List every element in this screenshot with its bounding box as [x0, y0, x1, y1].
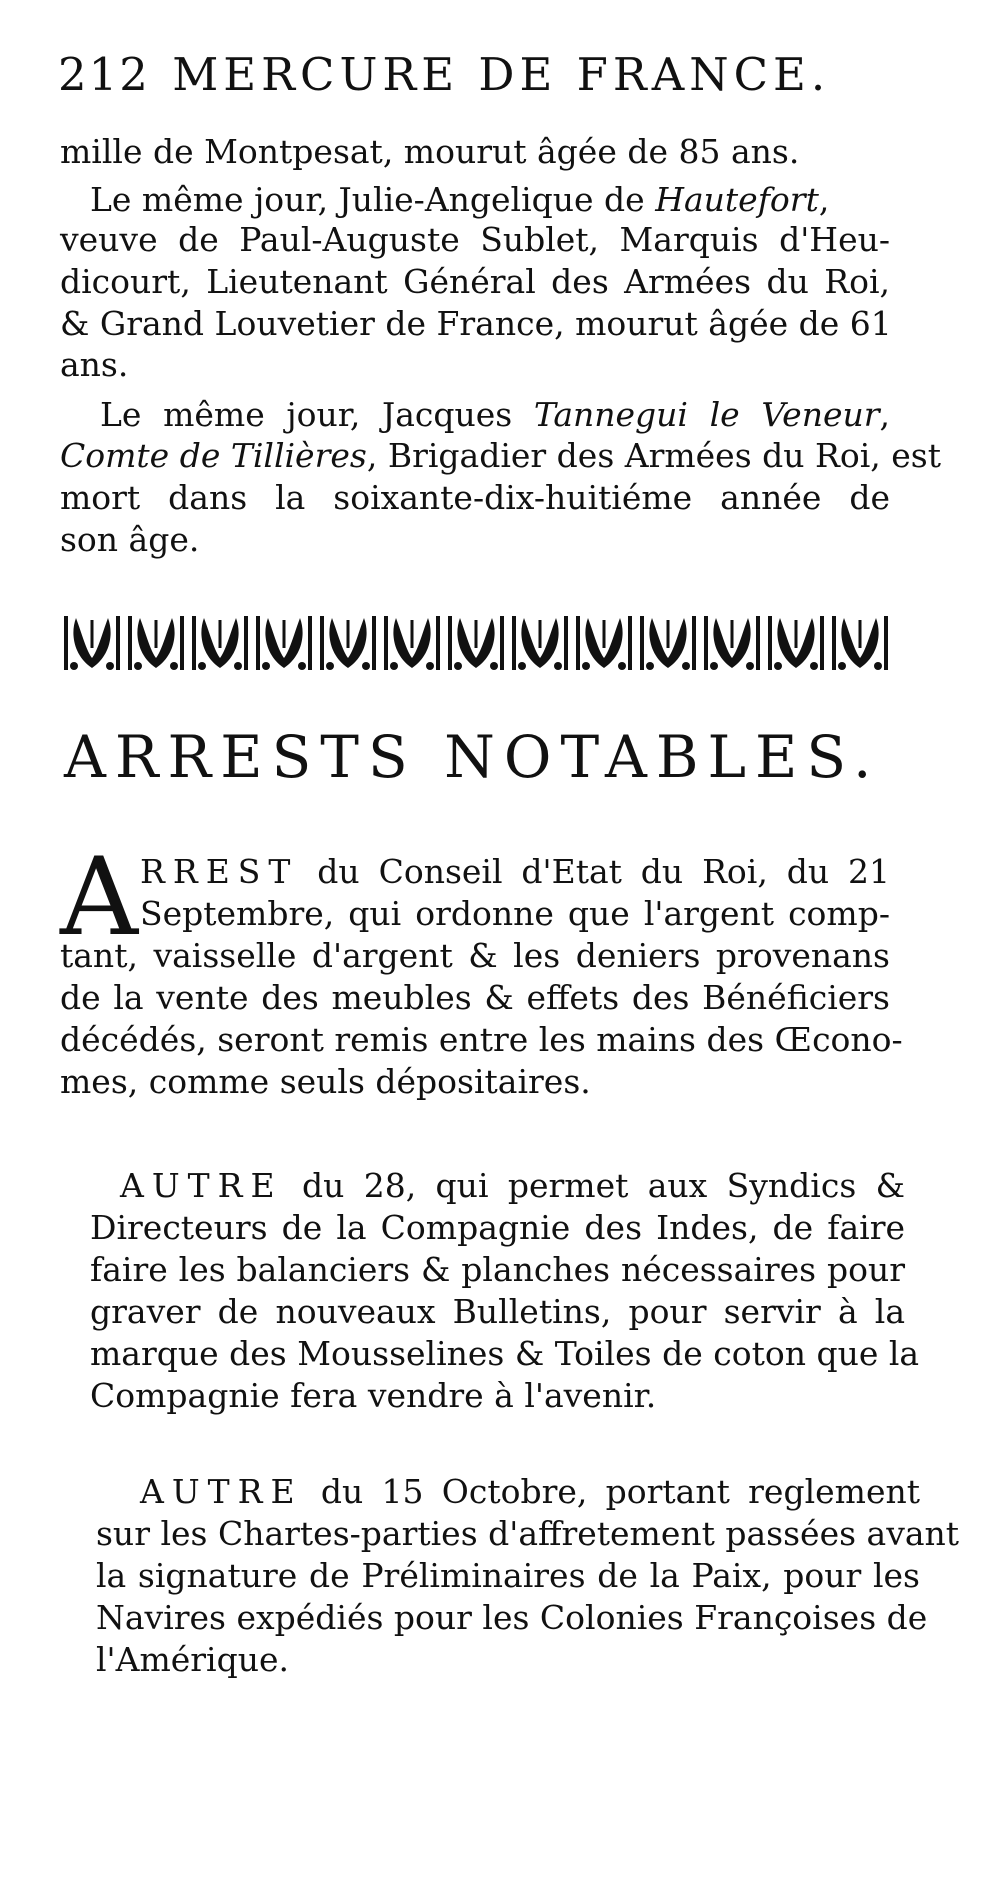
obituary-line: mort dans la soixante-dix-huitiéme année de — [60, 478, 890, 517]
page-number: 212 — [58, 48, 150, 101]
arrest-line: marque des Mousselines & Toiles de coton que la — [90, 1334, 920, 1373]
arrest-line: Septembre, qui ordonne que l'argent comp- — [140, 894, 890, 933]
arrest-line: de la vente des meubles & effets des Bénéficiers — [60, 978, 890, 1017]
arrest-line: Compagnie fera vendre à l'avenir. — [90, 1376, 657, 1415]
arrest-line: décédés, seront remis entre les mains des Œcono- — [60, 1020, 903, 1059]
obituary-line: Le même jour, Julie-Angelique de Hautefort, — [90, 180, 830, 219]
running-head — [58, 48, 831, 101]
section-title: ARRESTS NOTABLES. — [64, 723, 881, 791]
arrest-line: sur les Chartes-parties d'affretement passées avant — [96, 1514, 960, 1553]
obituary-line: & Grand Louvetier de France, mourut âgée de 61 — [60, 304, 892, 343]
arrest-line: la signature de Préliminaires de la Paix, pour les — [96, 1556, 920, 1595]
arrest-line: RREST du Conseil d'Etat du Roi, du 21 — [140, 852, 890, 891]
arrest-line: mes, comme seuls dépositaires. — [60, 1062, 591, 1101]
obituary-line: Comte de Tillières, Brigadier des Armées du Roi, est — [60, 436, 941, 475]
arrest-line: Directeurs de la Compagnie des Indes, de faire — [90, 1208, 905, 1247]
arrest-line: tant, vaisselle d'argent & les deniers provenans — [60, 936, 890, 975]
obituary-line: veuve de Paul-Auguste Sublet, Marquis d'Heu- — [60, 220, 890, 259]
obituary-line: son âge. — [60, 520, 200, 559]
obituary-line: mille de Montpesat, mourut âgée de 85 ans. — [60, 132, 800, 171]
arrest-line: faire les balanciers & planches nécessaires pour — [90, 1250, 905, 1289]
running-title: MERCURE DE FRANCE. — [172, 48, 831, 101]
arrest-line: AUTRE du 15 Octobre, portant reglement — [140, 1472, 920, 1511]
obituary-line: ans. — [60, 345, 129, 384]
obituary-line: dicourt, Lieutenant Général des Armées du Roi, — [60, 262, 890, 301]
arrest-line: Navires expédiés pour les Colonies Françoises de — [96, 1598, 928, 1637]
arrest-line: AUTRE du 28, qui permet aux Syndics & — [120, 1166, 905, 1205]
arrest-line: graver de nouveaux Bulletins, pour servir à la — [90, 1292, 905, 1331]
drop-cap: A — [60, 835, 138, 960]
ornament-band — [62, 612, 892, 674]
arrest-line: l'Amérique. — [96, 1640, 290, 1679]
obituary-line: Le même jour, Jacques Tannegui le Veneur, — [100, 395, 890, 434]
